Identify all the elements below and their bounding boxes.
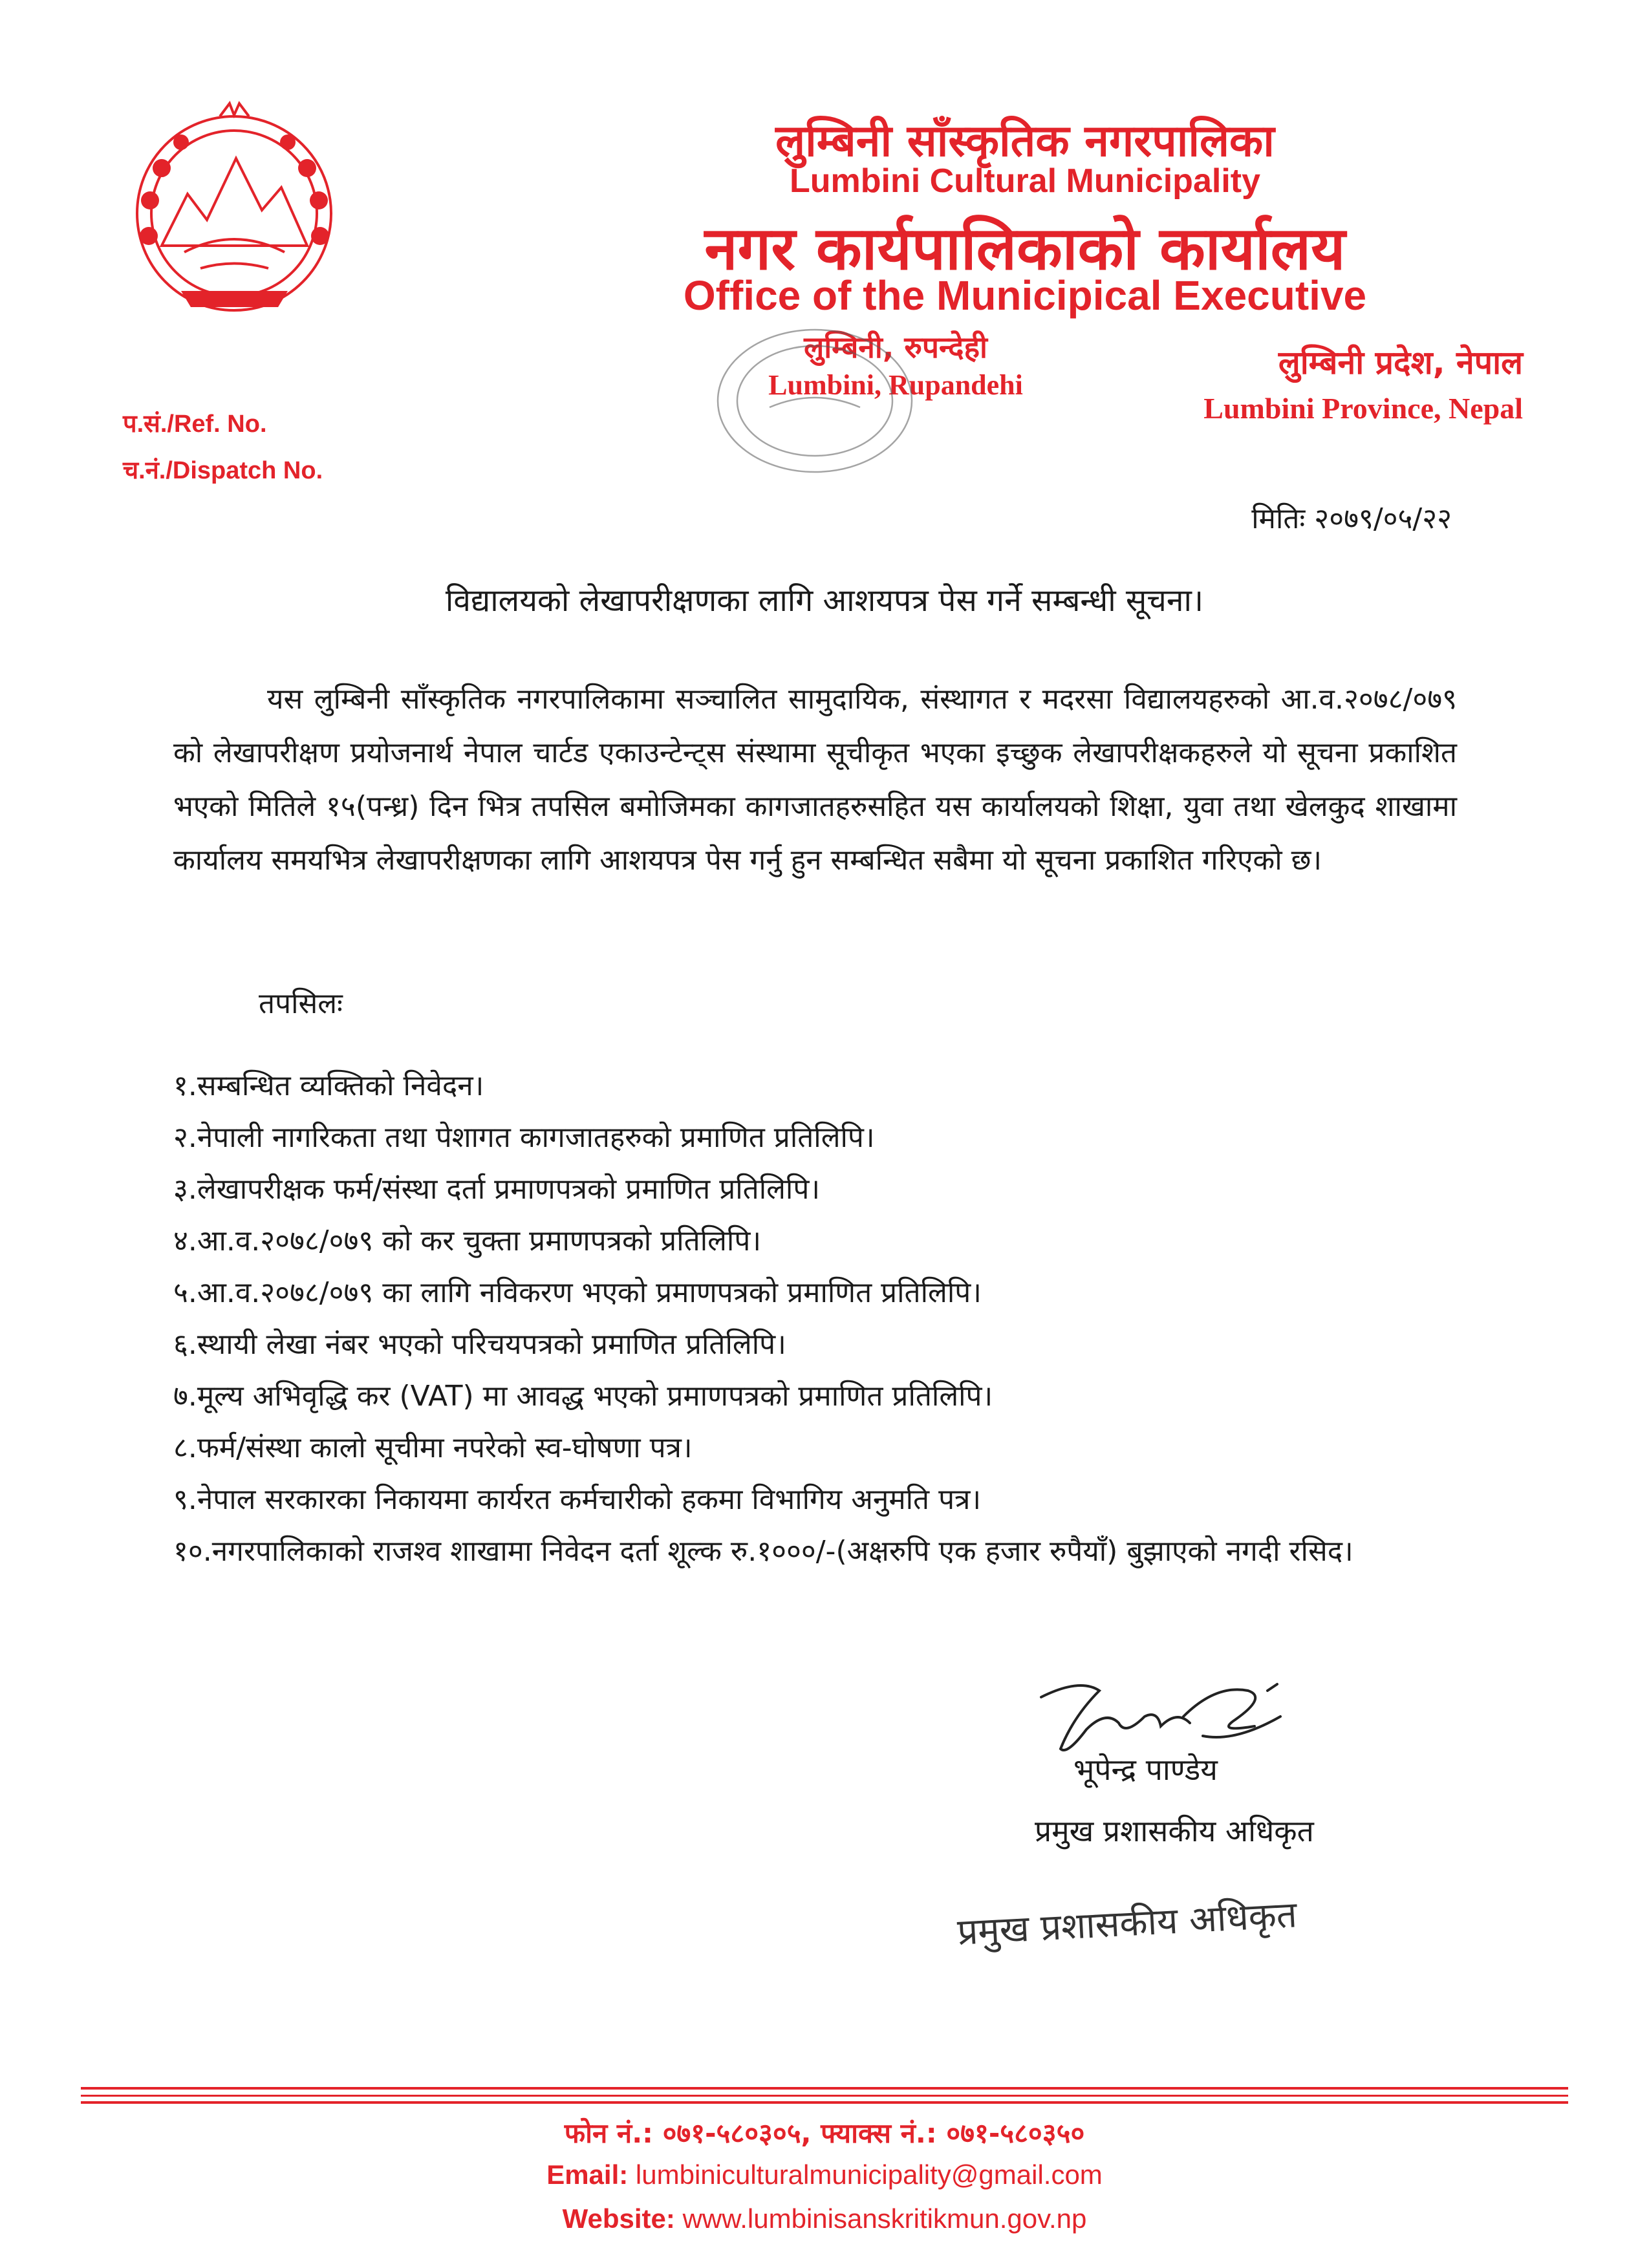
- designation-stamp: प्रमुख प्रशासकीय अधिकृत: [956, 1894, 1299, 1954]
- list-item: २.नेपाली नागरिकता तथा पेशागत कागजातहरुको प्रमाणित प्रतिलिपि।: [173, 1121, 875, 1154]
- footer-divider: [81, 2087, 1568, 2090]
- notice-date: मितिः २०७९/०५/२२: [1251, 502, 1452, 535]
- location-np: लुम्बिनी, रुपन्देही: [804, 330, 987, 365]
- list-item: १०.नगरपालिकाको राजश्व शाखामा निवेदन दर्ता शूल्क रु.१०००/-(अक्षरुपि एक हजार रुपैयाँ) बुझाएको नगदी रसिद।: [173, 1535, 1353, 1568]
- location-en: Lumbini, Rupandehi: [768, 369, 1023, 401]
- list-item: ३.लेखापरीक्षक फर्म/संस्था दर्ता प्रमाणपत्रको प्रमाणित प्रतिलिपि।: [173, 1173, 820, 1206]
- province-en: Lumbini Province, Nepal: [1203, 392, 1523, 425]
- footer-website-line: [0, 2203, 1649, 2234]
- website-link[interactable]: www.lumbinisanskritikmun.gov.np: [682, 2203, 1087, 2234]
- requirements-list: [173, 1060, 1467, 1578]
- footer-divider: [81, 2095, 1568, 2097]
- list-item: ६.स्थायी लेखा नंबर भएको परिचयपत्रको प्रमाणित प्रतिलिपि।: [173, 1328, 786, 1361]
- signer-name: भूपेन्द्र पाण्डेय: [1073, 1752, 1218, 1787]
- footer-email-line: [0, 2159, 1649, 2190]
- notice-paragraph: यस लुम्बिनी साँस्कृतिक नगरपालिकामा सञ्चालित सामुदायिक, संस्थागत र मदरसा विद्यालयहरुको आ.व.२०७८/०७९ को लेखापरीक्षण प्रयोजनार्थ नेपाल चार्टड एकाउन्टेन्ट्स संस्थामा सूचीकृत भएका इच्छुक लेखापरीक्षकहरुले यो सूचना प्रकाशित भएको मितिले १५(पन्ध्र) दिन भित्र तपसिल बमोजिमका कागजातहरुसहित यस कार्यालयको शिक्षा, युवा तथा खेलकुद शाखामा कार्यालय समयभित्र लेखापरीक्षणका लागि आशयपत्र पेस गर्नु हुन सम्बन्धित सबैमा यो सूचना प्रकाशित गरिएको छ।: [173, 683, 1457, 877]
- office-name-en: Office of the Municipical Executive: [683, 272, 1367, 319]
- municipality-name-en: Lumbini Cultural Municipality: [790, 162, 1260, 200]
- footer-divider: [81, 2101, 1568, 2104]
- list-item: ८.फर्म/संस्था कालो सूचीमा नपरेको स्व-घोषणा पत्र।: [173, 1431, 693, 1464]
- signer-designation: प्रमुख प्रशासकीय अधिकृत: [1035, 1813, 1314, 1848]
- list-item: ९.नेपाल सरकारका निकायमा कार्यरत कर्मचारीको हकमा विभागिय अनुमति पत्र।: [173, 1483, 982, 1516]
- list-heading: तपसिलः: [259, 987, 343, 1020]
- list-item: १.सम्बन्धित व्यक्तिको निवेदन।: [173, 1069, 484, 1102]
- reference-number-label: प.सं./Ref. No.: [123, 411, 267, 438]
- email-link[interactable]: lumbiniculturalmunicipality@gmail.com: [635, 2159, 1103, 2190]
- province-np: लुम्बिनी प्रदेश, नेपाल: [1278, 344, 1523, 381]
- website-label: Website:: [562, 2203, 675, 2234]
- dispatch-number-label: च.नं./Dispatch No.: [123, 457, 323, 484]
- email-label: Email:: [546, 2159, 629, 2190]
- office-seal-icon: [692, 323, 938, 498]
- office-name-np: नगर कार्यपालिकाको कार्यालय: [704, 214, 1346, 283]
- list-item: ७.मूल्य अभिवृद्धि कर (VAT) मा आवद्ध भएको प्रमाणपत्रको प्रमाणित प्रतिलिपि।: [173, 1380, 993, 1413]
- list-item: ५.आ.व.२०७८/०७९ का लागि नविकरण भएको प्रमाणपत्रको प्रमाणित प्रतिलिपि।: [173, 1276, 982, 1309]
- municipality-name-np: लुम्बिनी साँस्कृतिक नगरपालिका: [775, 116, 1275, 167]
- list-item: ४.आ.व.२०७८/०७९ को कर चुक्ता प्रमाणपत्रको प्रतिलिपि।: [173, 1225, 761, 1257]
- notice-subject: विद्यालयको लेखापरीक्षणका लागि आशयपत्र पेस गर्ने सम्बन्धी सूचना।: [445, 583, 1204, 619]
- footer-phone: फोन नं.: ०७१-५८०३०५, फ्याक्स नं.: ०७१-५८०३५०: [564, 2117, 1085, 2149]
